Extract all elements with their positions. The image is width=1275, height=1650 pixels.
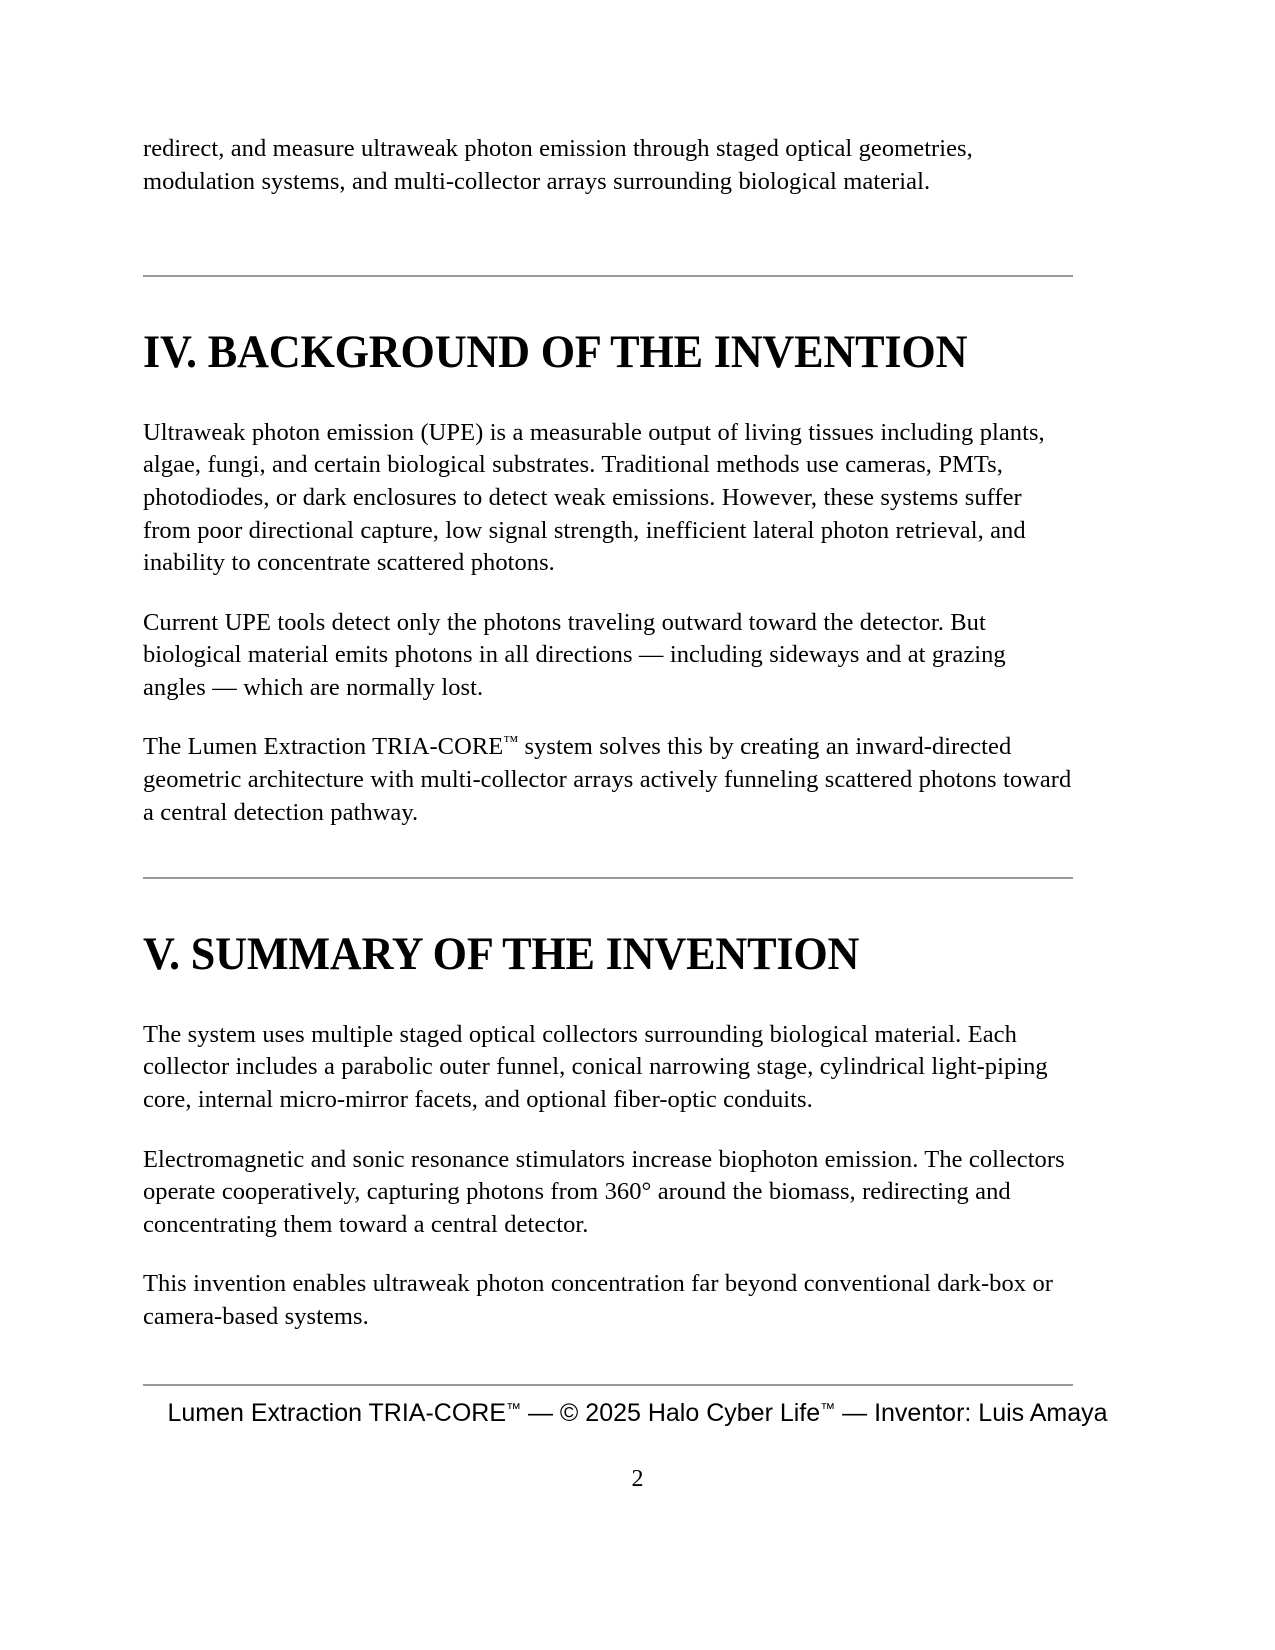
spacer-heading1-body: [143, 379, 1073, 417]
heading-summary-of-the-invention: V. SUMMARY OF THE INVENTION: [143, 928, 860, 981]
summary-paragraph-3: This invention enables ultraweak photon concentration far beyond conventional dark-box or camera-based systems.: [143, 1270, 1053, 1330]
spacer-before-divider-3: [143, 1334, 1073, 1382]
spacer-heading2-body: [143, 981, 1073, 1019]
trademark-symbol-footer-1: ™: [506, 1400, 522, 1418]
spacer-after-intro: [143, 225, 1073, 273]
page-number: 2: [631, 1466, 644, 1492]
spacer-rule2-heading: [143, 879, 1073, 929]
footer-copyright: © 2025 Halo Cyber Life: [559, 1399, 821, 1427]
footer-separator-1: —: [521, 1399, 560, 1427]
page-content: [143, 133, 1073, 1386]
trademark-symbol-footer-2: ™: [820, 1400, 836, 1418]
footer-inventor: Inventor: Luis Amaya: [874, 1399, 1108, 1427]
background-paragraph-2: Current UPE tools detect only the photons traveling outward toward the detector. But biological material emits photons in all directions — including sideways and at grazing angles — which are normally lost.: [143, 608, 1006, 701]
page-footer: [0, 1398, 1275, 1428]
background-paragraph-3: [143, 731, 1073, 829]
summary-paragraph-2: Electromagnetic and sonic resonance stimulators increase biophoton emission. The collectors operate cooperatively, capturing photons from 360° around the biomass, redirecting and concentrating them toward a central detector.: [143, 1145, 1065, 1238]
footer-product-name: Lumen Extraction TRIA-CORE: [167, 1399, 507, 1427]
spacer-before-divider-2: [143, 829, 1073, 875]
summary-paragraph-1: The system uses multiple staged optical collectors surrounding biological material. Each collector includes a parabolic outer funnel, conical narrowing stage, cylindrical light-piping core, internal micro-mirror facets, and optional fiber-optic conduits.: [143, 1020, 1048, 1114]
continued-paragraph: redirect, and measure ultraweak photon emission through staged optical geometries, modulation systems, and multi-collector arrays surrounding biological material.: [143, 135, 973, 195]
trademark-symbol-body: ™: [503, 733, 519, 751]
spacer-rule1-heading: [143, 277, 1073, 327]
section-divider-3-wrap: [143, 1382, 1073, 1386]
footer-attribution-line: [0, 1398, 1275, 1428]
tria-core-text-after: system solves this by creating an inward-directed geometric architecture with multi-collector arrays actively funneling scattered photons toward a central detection pathway.: [143, 733, 1072, 826]
heading-background-of-the-invention: IV. BACKGROUND OF THE INVENTION: [143, 326, 968, 379]
footer-separator-2: —: [835, 1399, 875, 1427]
section-divider-3: [143, 1384, 1073, 1386]
background-paragraph-1: Ultraweak photon emission (UPE) is a measurable output of living tissues including plants, algae, fungi, and certain biological substrates. Traditional methods use cameras, PMTs, photodiodes, or dark enclosures to detect weak emissions. However, these systems suffer from poor directional capture, low signal strength, inefficient lateral photon retrieval, and inability to concentrate scattered photons.: [143, 418, 1045, 577]
tria-core-text-before: The Lumen Extraction TRIA-CORE: [143, 733, 504, 761]
